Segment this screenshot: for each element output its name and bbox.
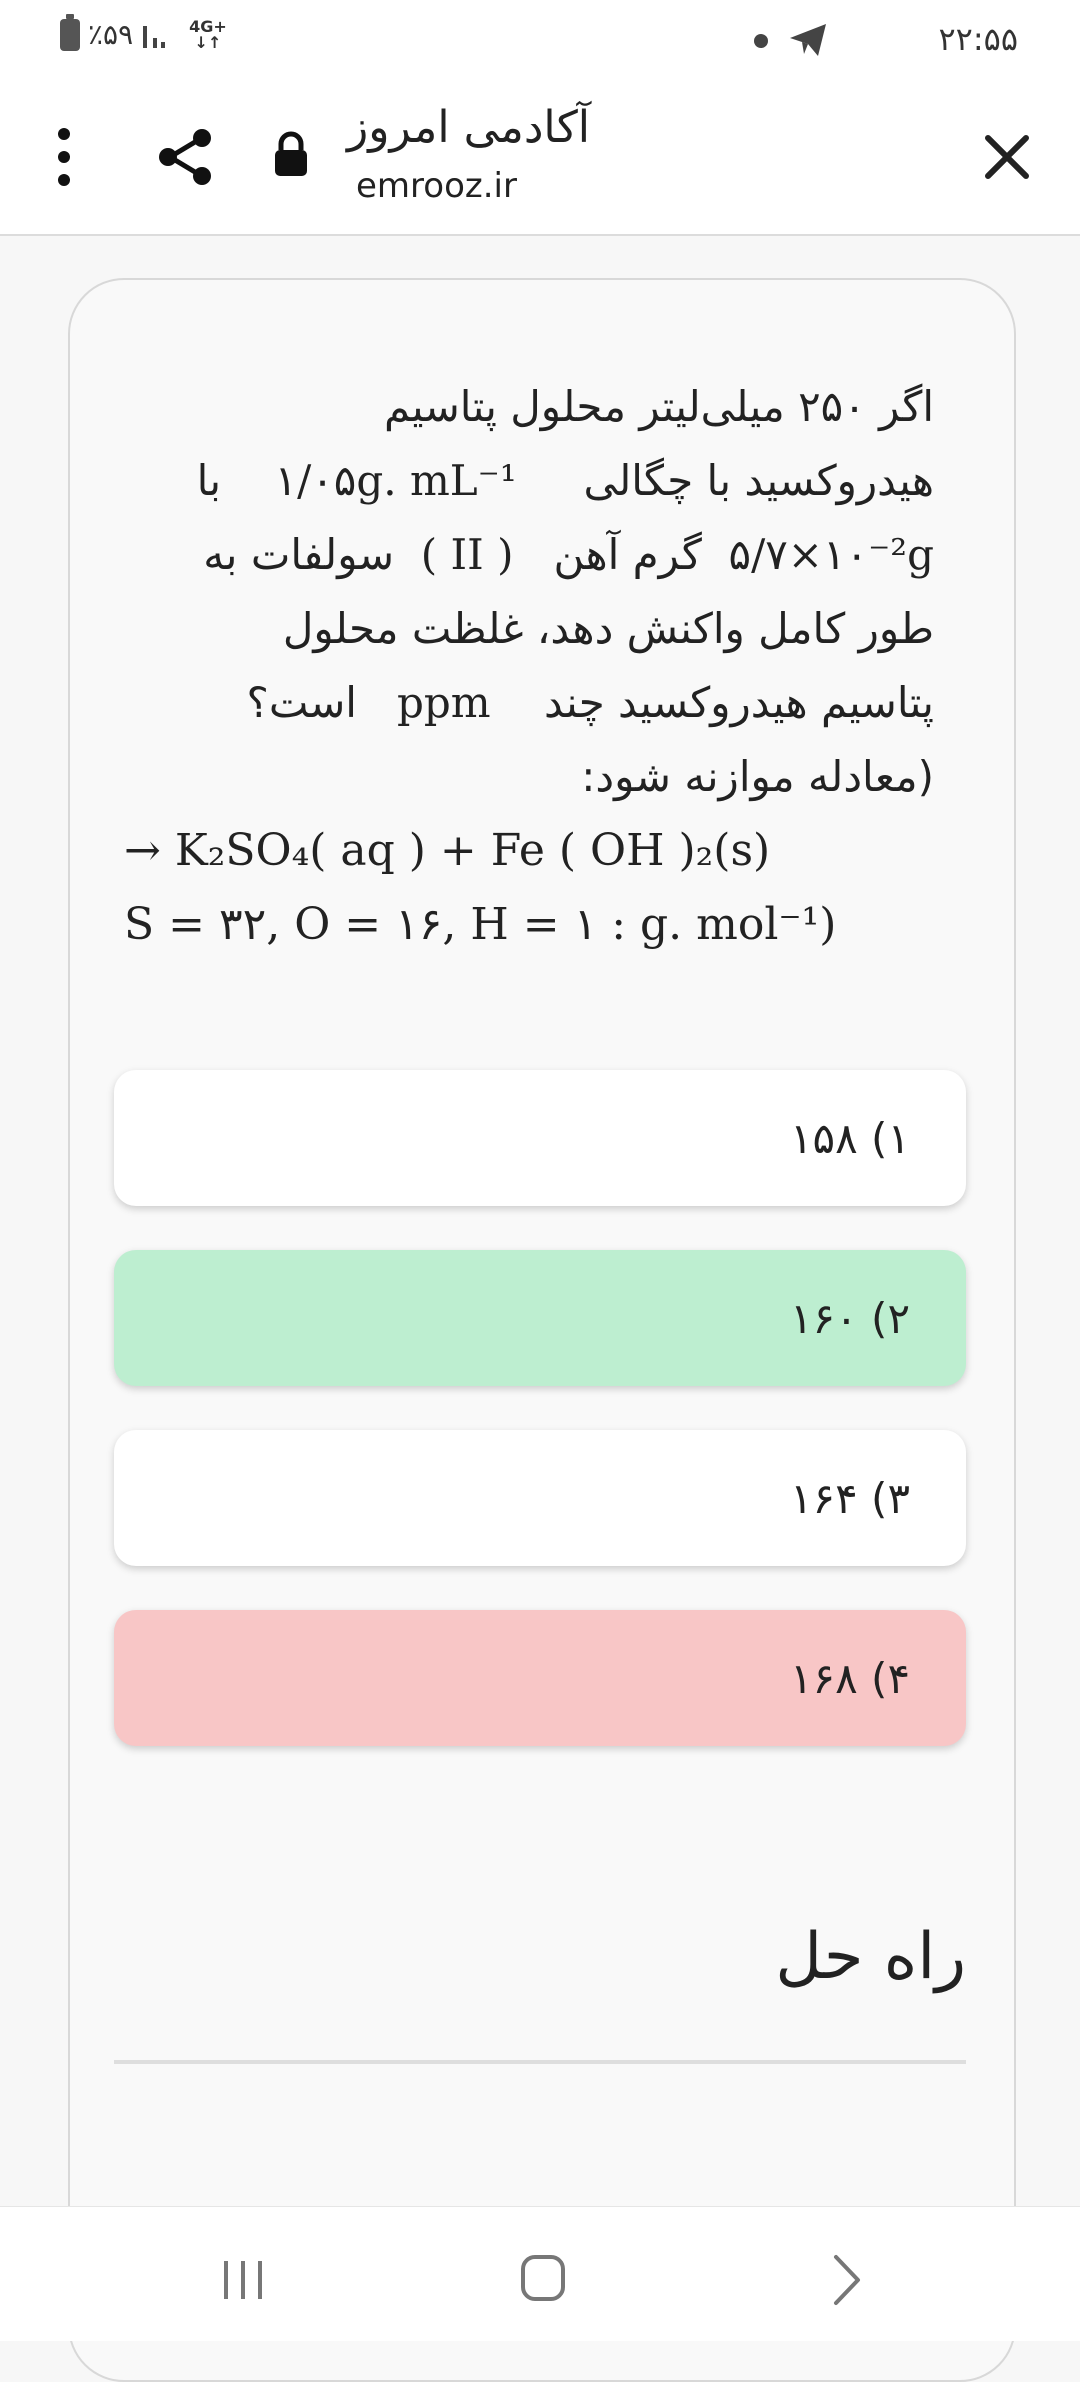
more-options-icon[interactable]	[50, 126, 78, 188]
reaction-equation: → K₂SO₄( aq ) + Fe ( OH )₂(s)	[124, 825, 771, 876]
telegram-icon	[788, 22, 828, 58]
answer-option-2[interactable]	[114, 1250, 966, 1386]
answer-option-1[interactable]	[114, 1070, 966, 1206]
battery-icon	[60, 19, 80, 51]
question-line-1: اگر ۲۵۰ میلی‌لیتر محلول پتاسیم	[383, 382, 934, 431]
density-value: ۱/۰۵g. mL⁻¹	[274, 456, 517, 505]
answer-option-1-label: ۱) ۱۵۸	[790, 1113, 910, 1163]
status-left	[60, 18, 227, 51]
data-arrows-icon: ↓↑	[194, 32, 222, 52]
answer-option-4[interactable]	[114, 1610, 966, 1746]
signal-icon	[141, 20, 181, 50]
question-line-2-text: هیدروکسید با چگالی	[583, 456, 934, 505]
ppm-unit: ppm	[397, 678, 491, 727]
notification-dot-icon	[754, 34, 768, 48]
mass-value: ۵/۷×۱۰⁻²g	[728, 530, 934, 579]
back-icon[interactable]	[832, 2253, 862, 2307]
question-line-5-end: است؟	[246, 678, 357, 727]
network-label: 4G+	[189, 16, 227, 36]
question-line-3	[124, 518, 934, 592]
close-icon[interactable]	[974, 124, 1040, 190]
answer-option-4-label: ۴) ۱۶۸	[790, 1653, 910, 1703]
answer-option-3-label: ۳) ۱۶۴	[790, 1473, 910, 1523]
question-line-5	[124, 666, 934, 740]
solution-heading: راه حل	[775, 1920, 966, 1994]
share-icon[interactable]	[154, 126, 216, 188]
page-title: آکادمی امروز	[347, 102, 590, 153]
question-line-3-end: سولفات به	[203, 530, 395, 579]
solution-divider	[114, 2060, 966, 2064]
question-line-2	[124, 444, 934, 518]
lock-icon[interactable]	[272, 130, 310, 178]
browser-header	[0, 80, 1080, 236]
recent-apps-icon[interactable]	[218, 2257, 268, 2303]
atomic-masses: S = ۳۲, O = ۱۶, H = ۱ : g. mol⁻¹)	[124, 899, 837, 950]
answer-option-2-label: ۲) ۱۶۰	[790, 1293, 910, 1343]
network-type	[189, 16, 227, 52]
question-card	[68, 278, 1016, 2382]
oxidation-state: ( II )	[420, 530, 514, 579]
question-line-6: (معادله موازنه شود:	[581, 752, 934, 801]
system-nav-bar	[0, 2206, 1080, 2341]
clock: ۲۲:۵۵	[938, 20, 1018, 58]
page-url: emrooz.ir	[356, 166, 517, 206]
question-line-2-end: با	[196, 456, 222, 505]
status-bar	[0, 0, 1080, 80]
question-line-5-text: پتاسیم هیدروکسید چند	[544, 678, 934, 727]
question-line-3-text: گرم آهن	[553, 530, 702, 579]
home-icon[interactable]	[520, 2253, 566, 2303]
question-text	[124, 370, 934, 962]
battery-percent: ٪۵۹	[88, 18, 134, 51]
question-line-4: طور کامل واکنش دهد، غلظت محلول	[282, 604, 934, 653]
answer-option-3[interactable]	[114, 1430, 966, 1566]
